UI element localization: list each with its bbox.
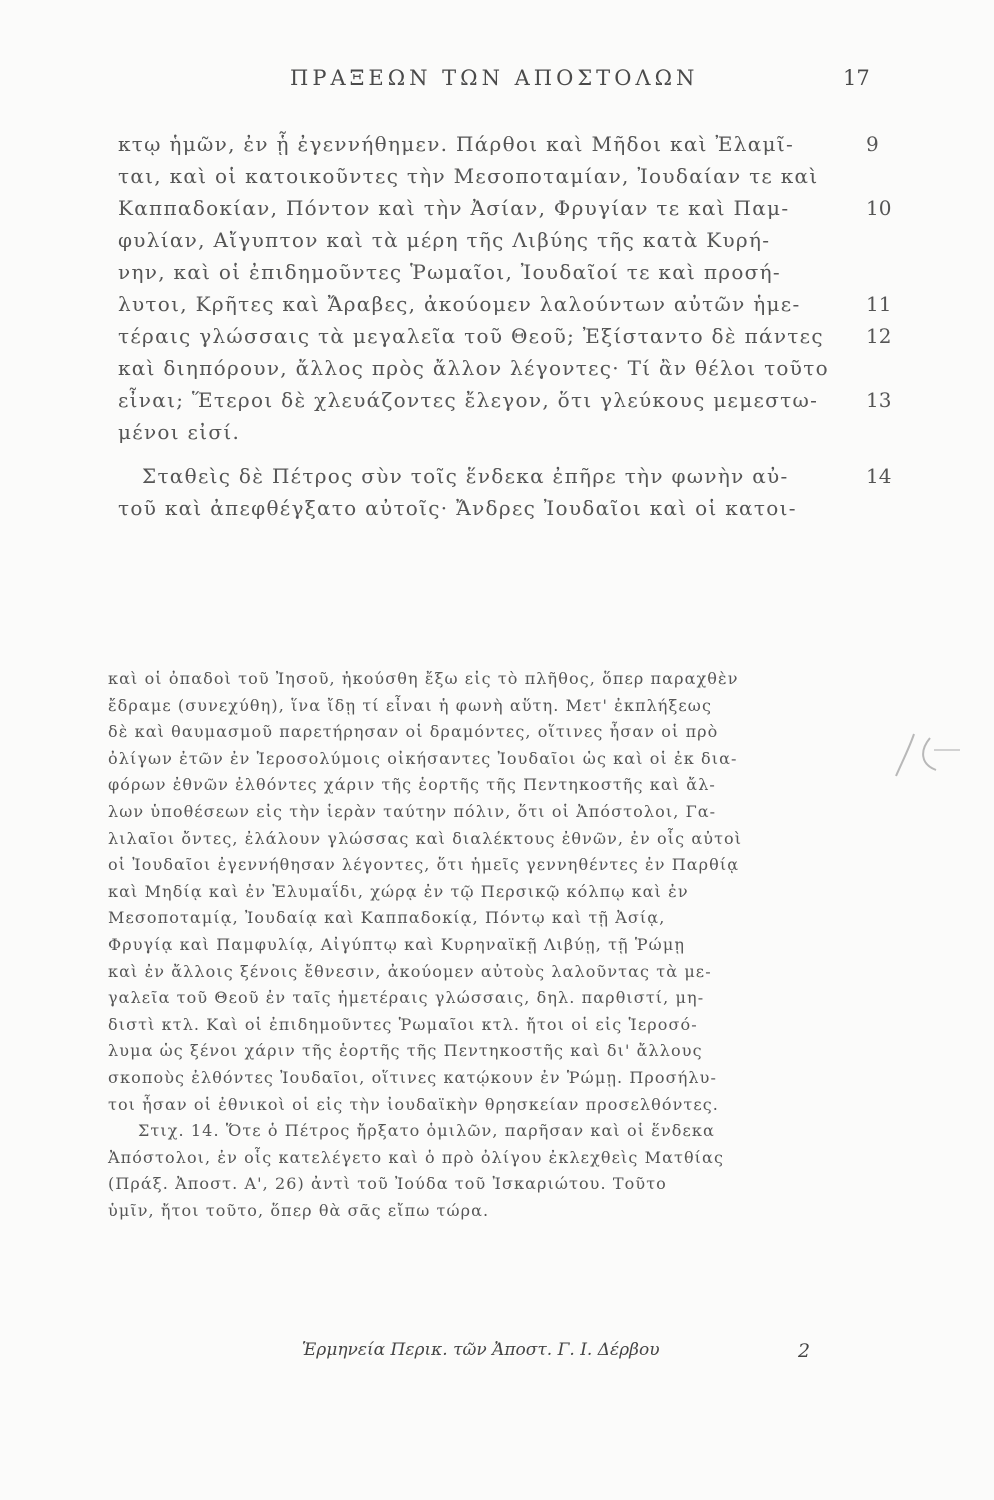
verse-number: 14 [866,464,892,488]
commentary-line: γαλεῖα τοῦ Θεοῦ ἐν ταῖς ἡμετέραις γλώσσαις, δηλ. παρθιστί, μη- [108,988,705,1008]
commentary-line: Ἀπόστολοι, ἐν οἷς κατελέγετο καὶ ὁ πρὸ ὀλίγου ἐκλεχθεὶς Ματθίας [108,1147,725,1167]
commentary-line: λυμα ὡς ξένοι χάριν τῆς ἑορτῆς τῆς Πεντηκοστῆς καὶ δι' ἄλλους [108,1041,703,1061]
scripture-line: μένοι εἰσί. [118,420,241,444]
commentary-line: δὲ καὶ θαυμασμοῦ παρετήρησαν οἱ δραμόντες, οἵτινες ἦσαν οἱ πρὸ [108,722,719,742]
verse-number: 12 [866,324,892,348]
commentary-line: οἱ Ἰουδαῖοι ἐγεννήθησαν λέγοντες, ὅτι ἡμεῖς γεννηθέντες ἐν Παρθίᾳ [108,855,740,875]
scripture-line: Σταθεὶς δὲ Πέτρος σὺν τοῖς ἕνδεκα ἐπῆρε τὴν φωνὴν αὐ- [142,464,789,488]
scripture-line: λυτοι, Κρῆτες καὶ Ἄραβες, ἀκούομεν λαλούντων αὐτῶν ἡμε- [118,292,801,316]
scripture-line: φυλίαν, Αἴγυπτον καὶ τὰ μέρη τῆς Λιβύης τῆς κατὰ Κυρή- [118,228,771,252]
commentary-line: σκοποὺς ἐλθόντες Ἰουδαῖοι, οἵτινες κατῴκουν ἐν Ῥώμῃ. Προσήλυ- [108,1067,717,1087]
verse-number: 9 [866,132,879,156]
scripture-line: καὶ διηπόρουν, ἄλλος πρὸς ἄλλον λέγοντες· Τί ἂν θέλοι τοῦτο [118,356,829,380]
commentary-line: λιλαῖοι ὄντες, ἐλάλουν γλώσσας καὶ διαλέκτους ἐθνῶν, ἐν οἷς αὐτοὶ [108,828,743,848]
scripture-line: νην, καὶ οἱ ἐπιδημοῦντες Ῥωμαῖοι, Ἰουδαῖοί τε καὶ προσή- [118,260,781,284]
commentary-line: ὀλίγων ἐτῶν ἐν Ἱεροσολύμοις οἰκήσαντες Ἰουδαῖοι ὡς καὶ οἱ ἐκ δια- [108,748,738,768]
commentary-line: καὶ Μηδίᾳ καὶ ἐν Ἐλυμαΐδι, χώρᾳ ἐν τῷ Περσικῷ κόλπῳ καὶ ἐν [108,881,689,901]
commentary-line: Στιχ. 14. Ὅτε ὁ Πέτρος ἤρξατο ὁμιλῶν, παρῆσαν καὶ οἱ ἕνδεκα [138,1121,715,1141]
commentary-line: λων ὑποθέσεων εἰς τὴν ἱερὰν ταύτην πόλιν, ὅτι οἱ Ἀπόστολοι, Γα- [108,801,717,821]
commentary-line: καὶ οἱ ὀπαδοὶ τοῦ Ἰησοῦ, ἠκούσθη ἔξω εἰς τὸ πλῆθος, ὅπερ παραχθὲν [108,669,739,688]
scripture-line: τοῦ καὶ ἀπεφθέγξατο αὐτοῖς· Ἄνδρες Ἰουδαῖοι καὶ οἱ κατοι- [118,496,797,520]
commentary-line: φόρων ἐθνῶν ἐλθόντες χάριν τῆς ἑορτῆς τῆς Πεντηκοστῆς καὶ ἄλ- [108,775,716,795]
verse-number: 11 [866,292,892,316]
commentary-line: Φρυγίᾳ καὶ Παμφυλίᾳ, Αἰγύπτῳ καὶ Κυρηναϊκῇ Λιβύῃ, τῇ Ῥώμῃ [108,934,686,954]
signature-mark: 2 [798,1340,811,1362]
scripture-line: Καππαδοκίαν, Πόντον καὶ τὴν Ἀσίαν, Φρυγίαν τε καὶ Παμ- [118,196,790,220]
running-title: ΠΡΑΞΕΩΝ ΤΩΝ ΑΠΟΣΤΟΛΩΝ [290,66,699,90]
verse-number: 10 [866,196,892,220]
commentary-line: ὑμῖν, ἤτοι τοῦτο, ὅπερ θὰ σᾶς εἴπω τώρα. [108,1200,490,1220]
commentary-line: ἔδραμε (συνεχύθη), ἵνα ἴδῃ τί εἶναι ἡ φωνὴ αὕτη. Μετ' ἐκπλήξεως [108,695,713,715]
commentary-line: Μεσοποταμίᾳ, Ἰουδαίᾳ καὶ Καππαδοκίᾳ, Πόντῳ καὶ τῇ Ἀσίᾳ, [108,908,666,928]
footer-title: Ἑρμηνεία Περικ. τῶν Ἀποστ. Γ. Ι. Δέρβου [302,1340,660,1360]
verse-number: 13 [866,388,892,412]
scripture-line: ται, καὶ οἱ κατοικοῦντες τὴν Μεσοποταμίαν, Ἰουδαίαν τε καὶ [118,164,819,188]
pencil-mark-icon [890,728,990,788]
scripture-line: κτῳ ἡμῶν, ἐν ᾗ ἐγεννήθημεν. Πάρθοι καὶ Μῆδοι καὶ Ἐλαμῖ- [118,132,795,156]
commentary-line: καὶ ἐν ἄλλοις ξένοις ἔθνεσιν, ἀκούομεν αὐτοὺς λαλοῦντας τὰ με- [108,961,712,981]
footer [0,1340,994,1370]
commentary-line: διστὶ κτλ. Καὶ οἱ ἐπιδημοῦντες Ῥωμαῖοι κτλ. ἤτοι οἱ εἰς Ἱεροσό- [108,1014,698,1034]
commentary-line: τοι ἦσαν οἱ ἐθνικοὶ οἱ εἰς τὴν ἰουδαϊκὴν θρησκείαν προσελθόντες. [108,1094,719,1114]
commentary-text [108,666,878,1224]
page-number: 17 [843,66,870,90]
scripture-line: τέραις γλώσσαις τὰ μεγαλεῖα τοῦ Θεοῦ; Ἐξίσταντο δὲ πάντες [118,324,824,348]
scripture-line: εἶναι; Ἕτεροι δὲ χλευάζοντες ἔλεγον, ὅτι γλεύκους μεμεστω- [118,388,819,412]
commentary-line: (Πράξ. Ἀποστ. Α', 26) ἀντὶ τοῦ Ἰούδα τοῦ Ἰσκαριώτου. Τοῦτο [108,1174,667,1194]
scripture-text [118,128,838,524]
running-head [0,66,994,96]
